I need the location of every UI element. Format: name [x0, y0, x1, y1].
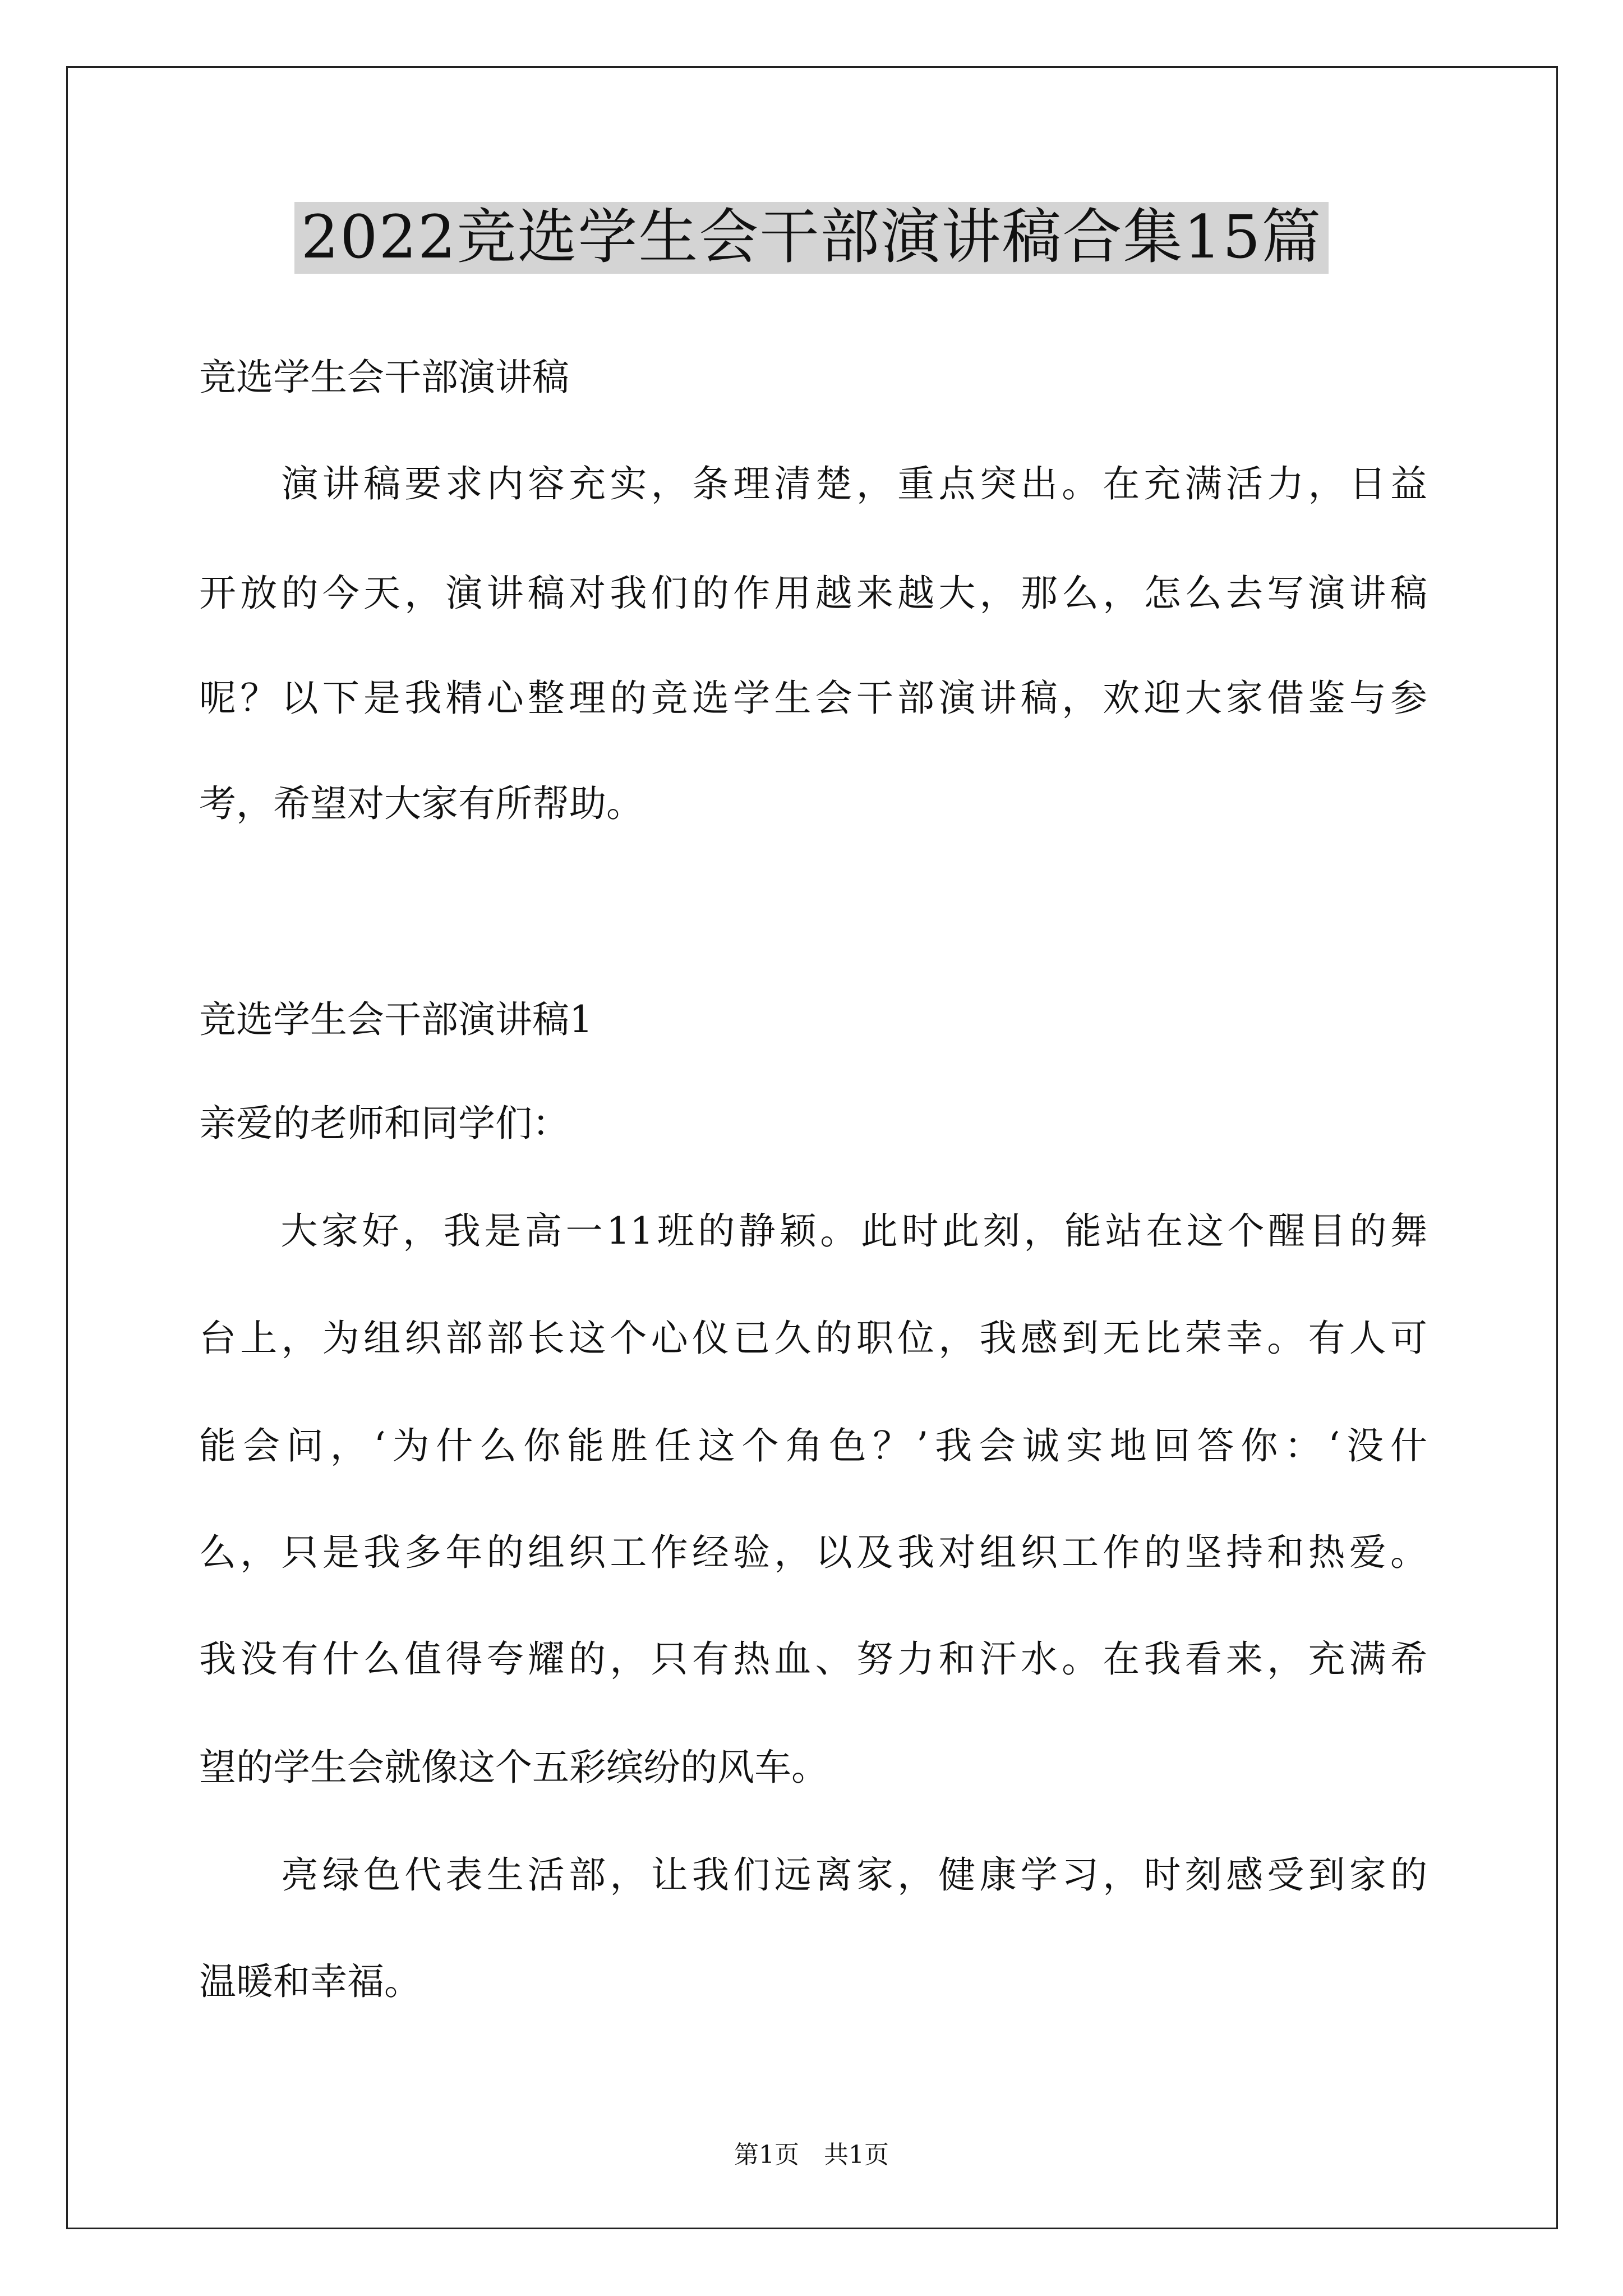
page-number-label: 第1页 共1页 [734, 2141, 889, 2169]
paragraph1-line-4: 么，只是我多年的组织工作经验，以及我对组织工作的坚持和热爱。 [199, 1531, 1427, 1574]
intro-line-2: 开放的今天，演讲稿对我们的作用越来越大，那么，怎么去写演讲稿 [199, 572, 1427, 615]
intro-line-3: 呢？以下是我精心整理的竞选学生会干部演讲稿，欢迎大家借鉴与参 [199, 677, 1427, 720]
document-title [0, 202, 1623, 274]
paragraph1-line-6: 望的学生会就像这个五彩缤纷的风车。 [199, 1746, 828, 1789]
paragraph2-line-1: 亮绿色代表生活部，让我们远离家，健康学习，时刻感受到家的 [199, 1853, 1427, 1897]
intro-line-1: 演讲稿要求内容充实，条理清楚，重点突出。在充满活力，日益 [199, 462, 1427, 505]
paragraph1-line-3: 能会问，‘为什么你能胜任这个角色？’我会诚实地回答你：‘没什 [199, 1424, 1427, 1467]
salutation: 亲爱的老师和同学们： [199, 1102, 569, 1145]
paragraph1-line-5: 我没有什么值得夸耀的，只有热血、努力和汗水。在我看来，充满希 [199, 1637, 1427, 1681]
intro-heading: 竞选学生会干部演讲稿 [199, 356, 569, 399]
paragraph1-line-2: 台上，为组织部部长这个心仪已久的职位，我感到无比荣幸。有人可 [199, 1317, 1427, 1360]
intro-line-4: 考，希望对大家有所帮助。 [199, 782, 643, 825]
document-title-text: 2022竞选学生会干部演讲稿合集15篇 [294, 202, 1329, 274]
section1-heading: 竞选学生会干部演讲稿1 [199, 998, 593, 1041]
paragraph1-line-1: 大家好，我是高一11班的静颖。此时此刻，能站在这个醒目的舞 [199, 1209, 1427, 1253]
paragraph2-line-2: 温暖和幸福。 [199, 1960, 421, 2003]
page-footer [0, 2134, 1623, 2170]
